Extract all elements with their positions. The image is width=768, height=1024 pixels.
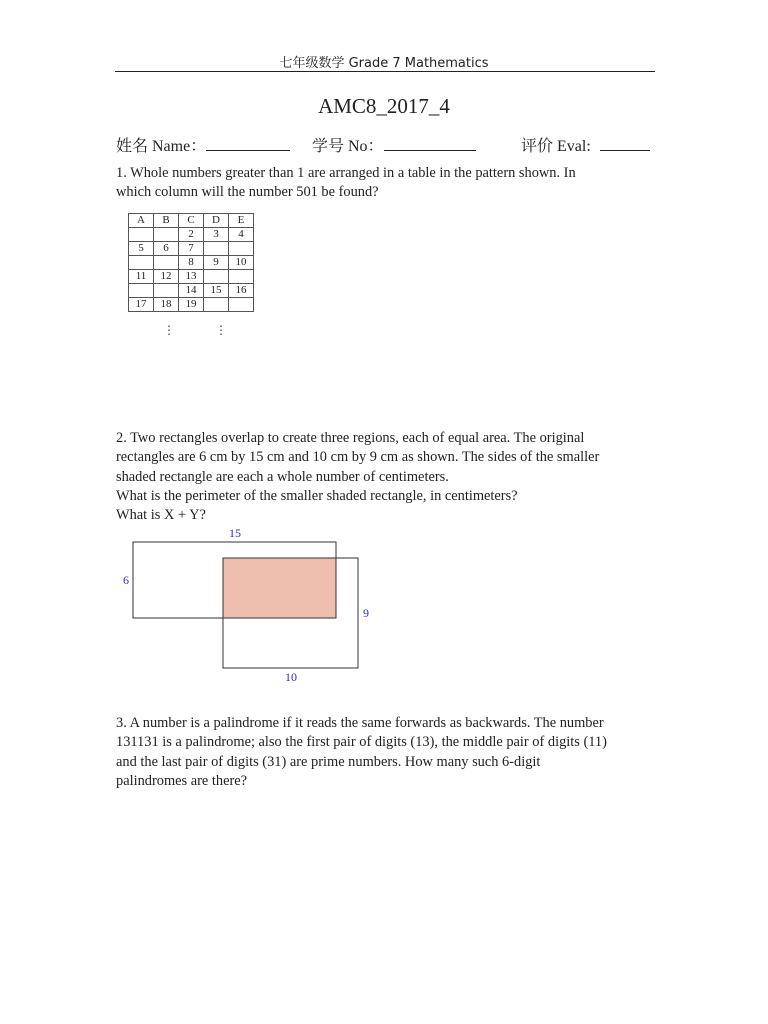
table-cell: 16 [229, 284, 254, 298]
question-3-line: 131131 is a palindrome; also the first pair of digits (13), the middle pair of digits (11) [116, 734, 607, 751]
document-title: AMC8_2017_4 [318, 94, 450, 118]
table-cell: 17 [129, 298, 154, 312]
table-cell [154, 284, 179, 298]
table-row [129, 242, 254, 256]
table-cell: 8 [179, 256, 204, 270]
label-right: 9 [363, 606, 369, 620]
name-field[interactable] [116, 133, 290, 156]
table-cell [154, 256, 179, 270]
question-3-line: palindromes are there? [116, 772, 248, 789]
table-cell: 19 [179, 298, 204, 312]
question-2-line: What is the perimeter of the smaller shaded rectangle, in centimeters? [116, 487, 518, 504]
question-2-line: rectangles are 6 cm by 15 cm and 10 cm by 9 cm as shown. The sides of the smaller [116, 449, 600, 466]
name-label: 姓名 Name： [116, 138, 207, 155]
table-cell [229, 298, 254, 312]
table-cell: 7 [179, 242, 204, 256]
question-2-line: 2. Two rectangles overlap to create three regions, each of equal area. The original [116, 430, 585, 446]
table-cell [154, 228, 179, 242]
table-cell: 3 [204, 228, 229, 242]
eval-blank[interactable] [600, 136, 650, 151]
question-1-line: 1. Whole numbers greater than 1 are arranged in a table in the pattern shown. In [116, 165, 576, 181]
table-cell: 18 [154, 298, 179, 312]
shaded-overlap-region [223, 558, 336, 618]
table-cell: 6 [154, 242, 179, 256]
table-cell: 4 [229, 228, 254, 242]
label-bottom: 10 [285, 670, 297, 684]
table-row [129, 228, 254, 242]
question-3-line: and the last pair of digits (31) are prime numbers. How many such 6-digit [116, 753, 541, 770]
table-cell [204, 298, 229, 312]
table-row [129, 270, 254, 284]
student-no-blank[interactable] [384, 136, 476, 151]
column-header: C [179, 214, 204, 228]
table-cell [129, 228, 154, 242]
student-no-field[interactable] [312, 133, 476, 156]
question-2-line: shaded rectangle are each a whole number of centimeters. [116, 468, 449, 485]
column-header: E [229, 214, 254, 228]
header-divider [115, 71, 655, 72]
question-2-line: What is X + Y? [116, 507, 206, 524]
continuation-dots: ⋮ [215, 323, 227, 337]
table-row [129, 284, 254, 298]
table-cell: 14 [179, 284, 204, 298]
table-header-row [129, 214, 254, 228]
page-header-title: 七年级数学 Grade 7 Mathematics [279, 56, 489, 71]
table-cell: 9 [204, 256, 229, 270]
name-blank[interactable] [206, 136, 290, 151]
table-cell [229, 270, 254, 284]
overlapping-rectangles-figure [118, 526, 380, 692]
table-cell [204, 270, 229, 284]
table-cell [129, 256, 154, 270]
label-top: 15 [229, 526, 241, 540]
column-header: A [129, 214, 154, 228]
table-cell: 2 [179, 228, 204, 242]
question-1-text [116, 164, 656, 203]
column-header: B [154, 214, 179, 228]
question-1-line: which column will the number 501 be found? [116, 184, 379, 201]
question-2-text [116, 429, 656, 525]
table-cell: 15 [204, 284, 229, 298]
table-cell: 13 [179, 270, 204, 284]
table-cell: 12 [154, 270, 179, 284]
table-cell: 11 [129, 270, 154, 284]
eval-label: 评价 Eval: [521, 138, 591, 155]
question-3-text [116, 714, 656, 791]
table-row [129, 298, 254, 312]
column-header: D [204, 214, 229, 228]
eval-field[interactable] [521, 133, 650, 156]
label-left: 6 [123, 573, 129, 587]
table-cell [129, 284, 154, 298]
number-pattern-table [128, 213, 254, 312]
table-cell: 5 [129, 242, 154, 256]
question-3-line: 3. A number is a palindrome if it reads the same forwards as backwards. The number [116, 715, 604, 731]
continuation-dots: ⋮ [163, 323, 175, 337]
table-cell [229, 242, 254, 256]
table-row [129, 256, 254, 270]
table-cell: 10 [229, 256, 254, 270]
student-no-label: 学号 No： [312, 138, 384, 155]
table-cell [204, 242, 229, 256]
